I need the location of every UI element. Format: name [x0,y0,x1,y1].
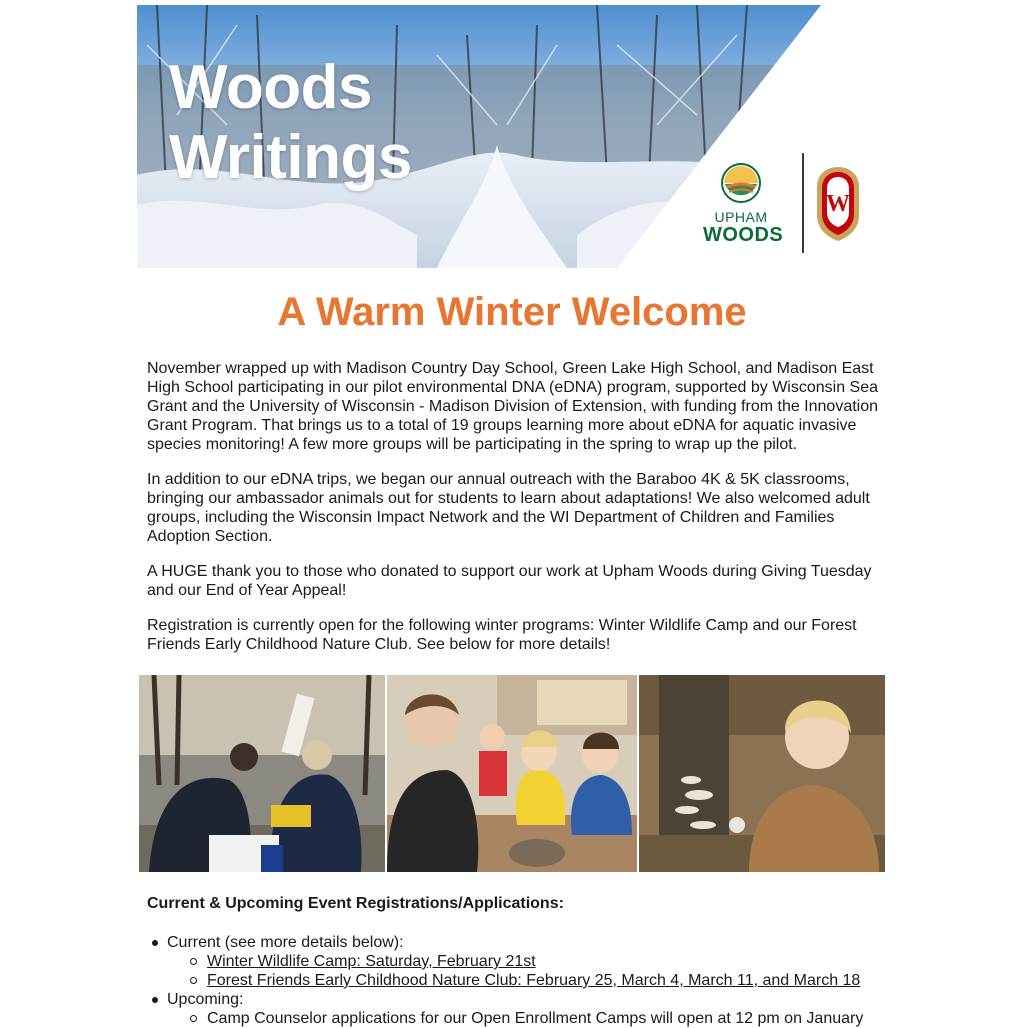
events-sublist [167,952,887,990]
page-title: A Warm Winter Welcome [277,290,747,334]
list-item: Camp Counselor applications for our Open Enrollment Camps will open at 12 pm on January [167,1009,887,1028]
forest-friends-link[interactable]: Forest Friends Early Childhood Nature Club: February 25, March 4, March 11, and March 18 [207,972,861,989]
upham-woods-logo [703,163,784,246]
uw-crest-icon [813,165,863,243]
paragraph-outreach: In addition to our eDNA trips, we began our annual outreach with the Baraboo 4K & 5K classrooms, bringing our ambassador animals out for students to learn about adaptations! We also welcomed adult groups, including the Wisconsin Impact Network and the WI Department of Children and Families Adoption Section. [147,471,870,545]
logo-divider [802,153,804,253]
upham-woods-emblem-icon [721,163,761,203]
events-group-label: Upcoming: [167,991,244,1008]
photo-edna-sampling [139,675,385,872]
events-sublist [167,1009,887,1028]
events-heading: Current & Upcoming Event Registrations/Applications: [147,895,564,912]
list-item [167,971,887,990]
logo-word-woods: WOODS [703,224,784,246]
crest-letter: W [826,191,850,217]
winter-wildlife-camp-link[interactable]: Winter Wildlife Camp: Saturday, February 21st [207,953,536,970]
paragraph-thank-you: A HUGE thank you to those who donated to support our work at Upham Woods during Giving Tuesday and our End of Year Appeal! [147,563,872,599]
events-group-current [147,933,887,990]
newsletter-banner [137,5,885,268]
newsletter-title [169,53,412,193]
list-item [167,952,887,971]
photo-child-nature-club [639,675,885,872]
paragraph-edna-program: November wrapped up with Madison Country Day School, Green Lake High School, and Madison East High School participating in our pilot environmental DNA (eDNA) program, supported by Wisconsin Sea Grant and the University of Wisconsin - Madison Division of Extension, with funding from the Innovation Grant Program. That brings us to a total of 19 groups learning more about eDNA for aquatic invasive species monitoring! A few more groups will be participating in the spring to wrap up the pilot. [147,360,879,453]
paragraph-registration: Registration is currently open for the following winter programs: Winter Wildlife Camp and our Forest Friends Early Childhood Nature Club. See below for more details! [147,617,857,653]
photo-classroom-outreach [387,675,637,872]
events-group-label: Current (see more details below): [167,934,404,951]
title-line-1: Woods [169,53,372,122]
events-list [147,933,887,1028]
logo-word-upham: UPHAM [714,209,768,225]
events-group-upcoming [147,990,887,1028]
title-line-2: Writings [169,123,412,192]
